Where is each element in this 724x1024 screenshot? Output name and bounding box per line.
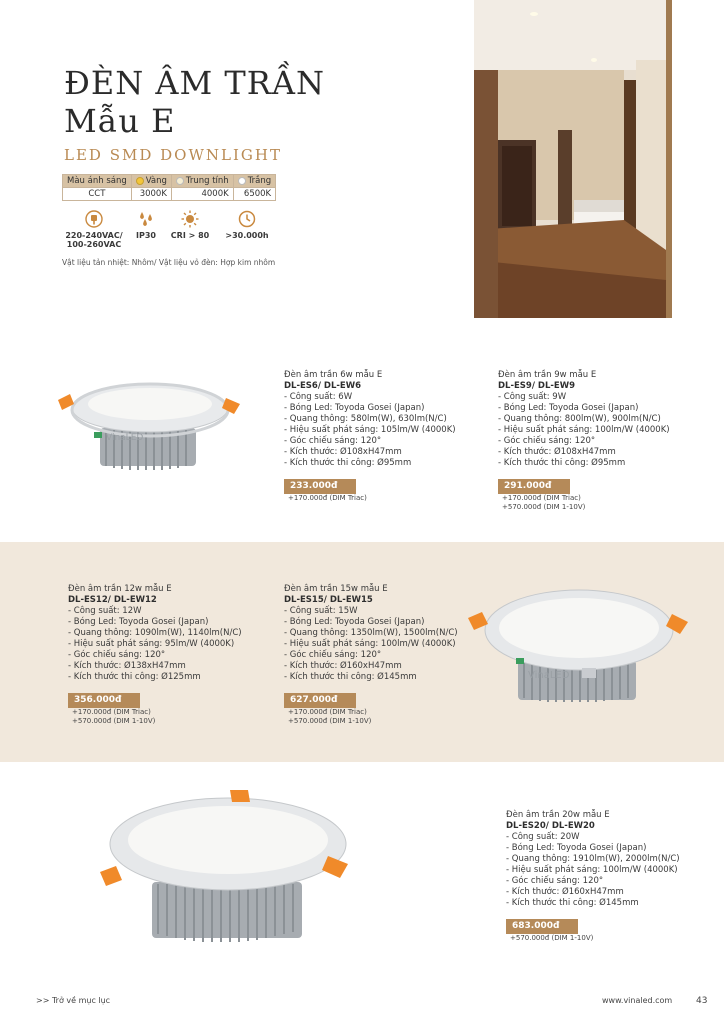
price-badge: 233.000đ: [284, 479, 356, 494]
material-note: Vật liệu tản nhiệt: Nhôm/ Vật liệu vỏ đèn: Hợp kim nhôm: [62, 258, 276, 267]
color-temperature-table: [62, 174, 276, 201]
downlight-image: [92, 786, 358, 956]
price-addon: +170.000đ (DIM Triac): [288, 494, 367, 502]
page-title-line1: ĐÈN ÂM TRẦN: [64, 64, 325, 102]
spec-line: - Bóng Led: Toyoda Gosei (Japan): [498, 403, 639, 413]
spec-line: - Hiệu suất phát sáng: 100lm/W (4000K): [498, 425, 670, 435]
product-name: Đèn âm trần 15w mẫu E: [284, 584, 388, 594]
price-addon: +170.000đ (DIM Triac): [288, 708, 367, 716]
brand-mark: VinaLED: [528, 670, 570, 681]
spec-line: - Hiệu suất phát sáng: 95lm/W (4000K): [68, 639, 235, 649]
color-row-label: Màu ánh sáng: [63, 175, 132, 188]
price-addon: +570.000đ (DIM 1-10V): [72, 717, 156, 725]
spec-line: - Hiệu suất phát sáng: 100lm/W (4000K): [284, 639, 456, 649]
product-image-6w: [50, 370, 250, 480]
cct-value: 6500K: [233, 188, 275, 201]
feature-ip: [128, 210, 164, 240]
spec-line: - Kích thước: Ø108xH47mm: [498, 447, 616, 457]
spec-line: - Kích thước: Ø138xH47mm: [68, 661, 186, 671]
product-card-9w: [498, 370, 698, 512]
price-addon: +170.000đ (DIM Triac): [72, 708, 151, 716]
product-card-15w: [284, 584, 484, 726]
feature-text: 100-260VAC: [66, 240, 122, 249]
spec-line: - Bóng Led: Toyoda Gosei (Japan): [506, 843, 647, 853]
product-code: DL-ES15/ DL-EW15: [284, 595, 373, 605]
product-code: DL-ES6/ DL-EW6: [284, 381, 362, 391]
product-card-20w: [506, 810, 706, 943]
product-card-12w: [68, 584, 268, 726]
product-name: Đèn âm trần 12w mẫu E: [68, 584, 172, 594]
product-code: DL-ES9/ DL-EW9: [498, 381, 576, 391]
plug-icon: [85, 210, 103, 228]
spec-line: - Quang thông: 580lm(W), 630lm(N/C): [284, 414, 447, 424]
photo-side-frame: [666, 0, 672, 318]
spec-line: - Hiệu suất phát sáng: 100lm/W (4000K): [506, 865, 678, 875]
feature-text: 220-240VAC/: [65, 231, 123, 240]
spec-line: - Bóng Led: Toyoda Gosei (Japan): [68, 617, 209, 627]
spec-line: - Quang thông: 1910lm(W), 2000lm(N/C): [506, 854, 680, 864]
price-badge: 356.000đ: [68, 693, 140, 708]
feature-text: >30.000h: [225, 231, 269, 240]
spec-line: - Công suất: 6W: [284, 392, 353, 402]
spec-line: - Kích thước: Ø160xH47mm: [284, 661, 402, 671]
price-badge: 627.000đ: [284, 693, 356, 708]
spec-line: - Kích thước: Ø160xH47mm: [506, 887, 624, 897]
water-drops-icon: [137, 210, 155, 228]
cct-row-label: CCT: [63, 188, 132, 201]
spec-line: - Kích thước: Ø108xH47mm: [284, 447, 402, 457]
brand-mark: VinaLED: [106, 433, 144, 443]
spec-line: - Kích thước thi công: Ø125mm: [68, 672, 201, 682]
spec-line: - Công suất: 12W: [68, 606, 142, 616]
page-subtitle: LED SMD DOWNLIGHT: [64, 146, 282, 164]
spec-line: - Kích thước thi công: Ø145mm: [506, 898, 639, 908]
spec-line: - Hiệu suất phát sáng: 105lm/W (4000K): [284, 425, 456, 435]
feature-text: IP30: [136, 231, 156, 240]
spec-line: - Kích thước thi công: Ø145mm: [284, 672, 417, 682]
clock-icon: [238, 210, 256, 228]
spec-line: - Kích thước thi công: Ø95mm: [498, 458, 626, 468]
price-badge: 291.000đ: [498, 479, 570, 494]
feature-voltage: [62, 210, 126, 249]
downlight-image: [466, 584, 692, 714]
page-number: 43: [696, 996, 708, 1006]
spec-line: - Công suất: 9W: [498, 392, 567, 402]
color-option-name: Vàng: [145, 176, 167, 186]
color-option-name: Trắng: [247, 176, 272, 186]
spec-line: - Quang thông: 1090lm(W), 1140lm(N/C): [68, 628, 242, 638]
price-addon: +170.000đ (DIM Triac): [502, 494, 581, 502]
product-name: Đèn âm trần 20w mẫu E: [506, 810, 610, 820]
product-image-15w: [466, 584, 692, 714]
spec-line: - Góc chiếu sáng: 120°: [68, 650, 166, 660]
color-option-name: Trung tính: [185, 176, 229, 186]
spec-line: - Công suất: 20W: [506, 832, 580, 842]
feature-text: CRI > 80: [170, 231, 210, 240]
sun-icon: [181, 210, 199, 228]
spec-line: - Bóng Led: Toyoda Gosei (Japan): [284, 403, 425, 413]
hotel-room-image: [474, 0, 666, 318]
feature-cri: [168, 210, 212, 240]
product-code: DL-ES20/ DL-EW20: [506, 821, 595, 831]
website-link[interactable]: www.vinaled.com: [602, 996, 673, 1005]
price-addon: +570.000đ (DIM 1-10V): [510, 934, 594, 942]
back-to-contents-link[interactable]: >> Trở về mục lục: [36, 996, 111, 1005]
spec-line: - Góc chiếu sáng: 120°: [498, 436, 596, 446]
spec-line: - Kích thước thi công: Ø95mm: [284, 458, 412, 468]
product-name: Đèn âm trần 9w mẫu E: [498, 370, 597, 380]
price-addon: +570.000đ (DIM 1-10V): [288, 717, 372, 725]
product-image-20w: [92, 786, 358, 956]
neutral-dot-icon: [176, 177, 184, 185]
room-photo: [474, 0, 666, 318]
spec-line: - Góc chiếu sáng: 120°: [284, 650, 382, 660]
product-card-6w: [284, 370, 484, 503]
spec-line: - Công suất: 15W: [284, 606, 358, 616]
yellow-dot-icon: [136, 177, 144, 185]
price-addon: +570.000đ (DIM 1-10V): [502, 503, 586, 511]
product-name: Đèn âm trần 6w mẫu E: [284, 370, 383, 380]
product-code: DL-ES12/ DL-EW12: [68, 595, 157, 605]
downlight-image: [50, 370, 250, 480]
spec-line: - Góc chiếu sáng: 120°: [284, 436, 382, 446]
spec-line: - Quang thông: 1350lm(W), 1500lm(N/C): [284, 628, 458, 638]
cct-value: 4000K: [171, 188, 233, 201]
white-dot-icon: [238, 177, 246, 185]
feature-lifetime: [222, 210, 272, 240]
spec-line: - Quang thông: 800lm(W), 900lm(N/C): [498, 414, 661, 424]
spec-line: - Bóng Led: Toyoda Gosei (Japan): [284, 617, 425, 627]
cct-value: 3000K: [131, 188, 171, 201]
page-title-line2: Mẫu E: [64, 102, 176, 140]
price-badge: 683.000đ: [506, 919, 578, 934]
spec-line: - Góc chiếu sáng: 120°: [506, 876, 604, 886]
